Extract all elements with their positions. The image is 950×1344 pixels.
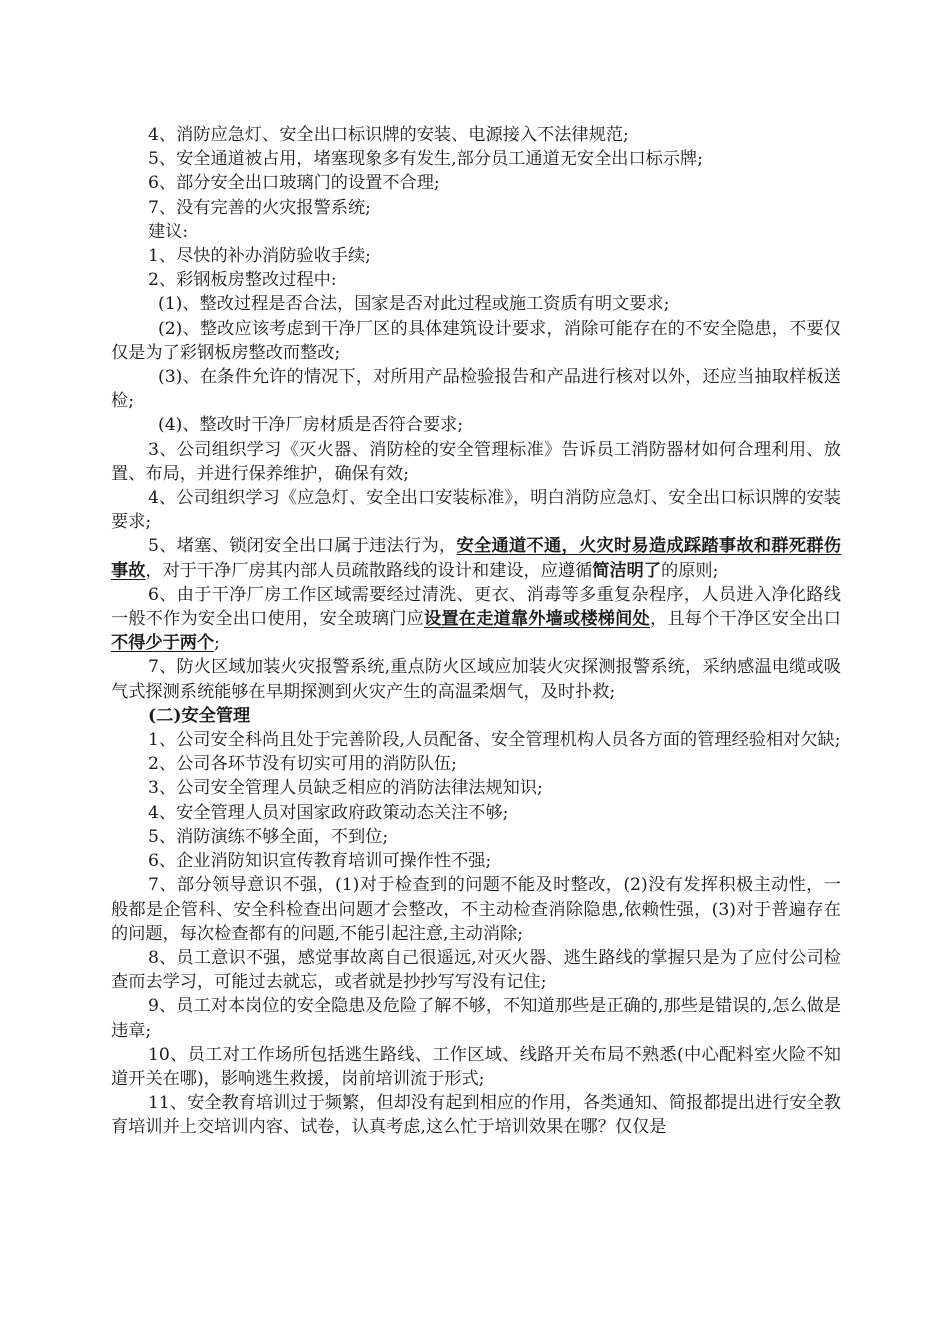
issue-item: 7、没有完善的火灾报警系统; [148,197,371,218]
management-item: 9、员工对本岗位的安全隐患及危险了解不够，不知道那些是正确的,那些是错误的,怎么做是违章; [111,996,841,1041]
text-run: ，且每个干净区安全出口 [649,609,841,630]
suggestion-item: 2、彩钢板房整改过程中: [148,270,337,291]
section-heading: (二)安全管理 [148,705,251,726]
issue-item: 5、安全通道被占用，堵塞现象多有发生,部分员工通道无安全出口标示牌; [148,149,704,170]
suggestion-item: 1、尽快的补办消防验收手续; [148,246,371,267]
suggestion-subitem: (1)、整改过程是否合法，国家是否对此过程或施工资质有明文要求; [158,294,670,315]
suggestion-item: 7、防火区域加装火灾报警系统,重点防火区域应加装火灾探测报警系统，采纳感温电缆或吸气式探测系统能够在早期探测到火灾产生的高温柔烟气，及时扑救; [111,657,841,702]
emphasis-underlined: 安全通道不通，火灾时易造成踩踏事故和群死群伤事故 [111,536,841,581]
emphasis-underlined: 不得少于两个 [111,633,215,654]
text-run: ; [214,633,220,654]
suggestion-label: 建议: [148,221,189,242]
management-item: 5、消防演练不够全面，不到位; [148,826,389,847]
text-run: 的原则; [661,560,719,581]
management-item: 8、员工意识不强，感觉事故离自己很遥远,对灭火器、逃生路线的掌握只是为了应付公司检查而去学习，可能过去就忘，或者就是抄抄写写没有记住; [111,947,841,993]
suggestion-subitem: (4)、整改时干净厂房材质是否符合要求; [158,415,464,436]
suggestion-item: 3、公司组织学习《灭火器、消防栓的安全管理标准》告诉员工消防器材如何合理利用、放置、布局，并进行保养维护，确保有效; [111,439,841,484]
text-run: 6、由于干净厂房工作区域需要经过清洗、更衣、消毒等多重复杂程序，人员进入净化路线一般不作为安全出口使用，安全玻璃门应 [111,584,841,630]
suggestion-item [111,583,841,656]
suggestion-subitem: (2)、整改应该考虑到干净厂区的具体建筑设计要求，消除可能存在的不安全隐患，不要仅仅是为了彩钢板房整改而整改; [111,318,841,363]
suggestion-item [111,534,841,582]
suggestion-item: 4、公司组织学习《应急灯、安全出口安装标准》，明白消防应急灯、安全出口标识牌的安装要求; [111,488,841,533]
text-run: ，对于干净厂房其内部人员疏散路线的设计和建设，应遵循 [145,560,593,581]
management-item: 3、公司安全管理人员缺乏相应的消防法律法规知识; [148,778,543,799]
issue-item: 4、消防应急灯、安全出口标识牌的安装、电源接入不法律规范; [148,125,629,145]
management-item: 1、公司安全科尚且处于完善阶段,人员配备、安全管理机构人员各方面的管理经验相对欠缺; [148,730,841,751]
management-item: 10、员工对工作场所包括逃生路线、工作区域、线路开关布局不熟悉(中心配料室火险不知道开关在哪)，影响逃生救援，岗前培训流于形式; [111,1044,841,1089]
document-body [111,123,841,1140]
emphasis-underlined: 设置在走道靠外墙或楼梯间处 [423,609,650,630]
issue-item: 6、部分安全出口玻璃门的设置不合理; [148,173,440,194]
management-item: 7、部分领导意识不强，(1)对于检查到的问题不能及时整改，(2)没有发挥积极主动性，一般都是企管科、安全科检查出问题才会整改，不主动检查消除隐患,依赖性强，(3)对于普遍存在的问题，每次检查都有的问题,不能引起注意,主动消除; [111,875,841,944]
emphasis-bold: 简洁明了 [592,560,662,581]
suggestion-subitem: (3)、在条件允许的情况下，对所用产品检验报告和产品进行核对以外，还应当抽取样板送检; [111,367,841,412]
management-item: 4、安全管理人员对国家政府政策动态关注不够; [148,802,509,823]
text-run: 5、堵塞、锁闭安全出口属于违法行为， [148,536,457,557]
management-item: 2、公司各环节没有切实可用的消防队伍; [148,754,457,775]
management-item: 6、企业消防知识宣传教育培训可操作性不强; [148,851,492,872]
management-item: 11、安全教育培训过于频繁，但却没有起到相应的作用，各类通知、简报都提出进行安全教育培训并上交培训内容、试卷，认真考虑,这么忙于培训效果在哪？仅仅是 [111,1093,841,1138]
